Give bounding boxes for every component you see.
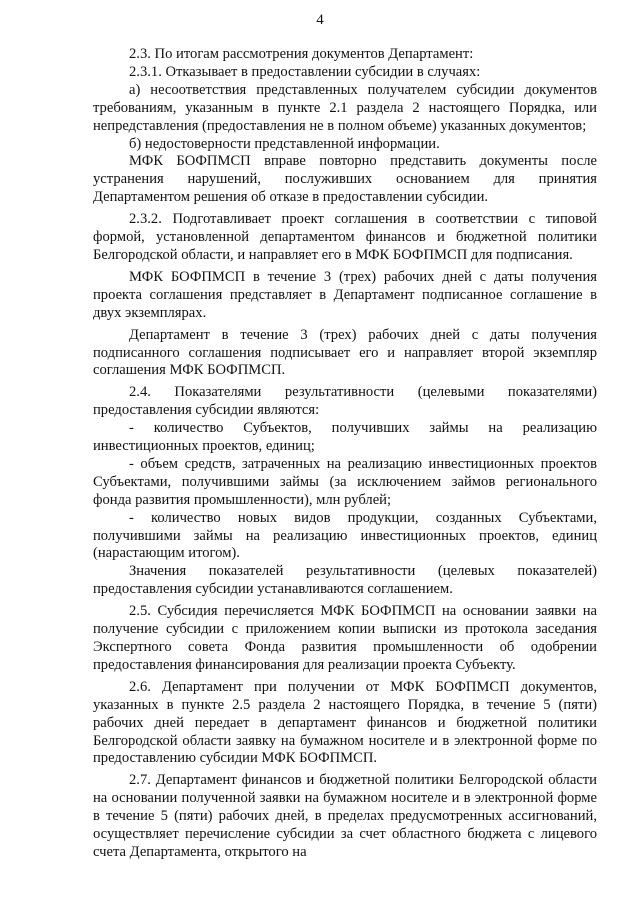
paragraph: 2.3.1. Отказывает в предоставлении субсидии в случаях:: [129, 63, 481, 80]
paragraph: б) недостоверности представленной информации.: [129, 135, 440, 152]
paragraph: Департамент в течение 3 (трех) рабочих дней с даты получения подписанного соглашения подписывает его и направляет второй экземпляр соглашения МФК БОФПМСП.: [93, 326, 597, 379]
paragraph: 2.3.2. Подготавливает проект соглашения в соответствии с типовой формой, установленной департаментом финансов и бюджетной политики Белгородской области, и направляет его в МФК БОФПМСП для подписания.: [93, 211, 597, 263]
paragraph: МФК БОФПМСП в течение 3 (трех) рабочих дней с даты получения проекта соглашения представляет в Департамент подписанное соглашение в двух экземплярах.: [93, 268, 597, 321]
paragraph: Значения показателей результативности (целевых показателей) предоставления субсидии устанавливаются соглашением.: [93, 563, 597, 598]
document-body: [93, 46, 597, 862]
paragraph: 2.5. Субсидия перечисляется МФК БОФПМСП на основании заявки на получение субсидии с приложением копии выписки из протокола заседания Экспертного совета Фонда развития промышленности об одобрении предоставления финансирования для реализации проекта Субъекту.: [93, 603, 597, 673]
paragraph: а) несоответствия представленных получателем субсидии документов требованиям, указанным в пункте 2.1 раздела 2 настоящего Порядка, или непредставления (предоставления не в полном объеме) указанных документов;: [93, 81, 597, 134]
page-number: 4: [316, 12, 324, 28]
paragraph: 2.3. По итогам рассмотрения документов Департамент:: [129, 46, 474, 62]
list-item: - объем средств, затраченных на реализацию инвестиционных проектов Субъектами, получившими займы (за исключением займов регионального фонда развития промышленности), млн рублей;: [93, 455, 597, 508]
paragraph: 2.4. Показателями результативности (целевыми показателями) предоставления субсидии являются:: [93, 384, 597, 419]
paragraph: МФК БОФПМСП вправе повторно представить документы после устранения нарушений, послуживших основанием для принятия Департаментом решения об отказе в предоставлении субсидии.: [93, 153, 597, 206]
paragraph: 2.7. Департамент финансов и бюджетной политики Белгородской области на основании полученной заявки на бумажном носителе и в электронной форме в течение 5 (пяти) рабочих дней, в пределах предусмотренных ассигнований, осуществляет перечисление субсидии за счет областного бюджета с лицевого счета Департамента, открытого на: [93, 772, 597, 860]
list-item: - количество Субъектов, получивших займы на реализацию инвестиционных проектов, единиц;: [93, 420, 597, 455]
paragraph: 2.6. Департамент при получении от МФК БОФПМСП документов, указанных в пункте 2.5 раздела 2 настоящего Порядка, в течение 5 (пяти) рабочих дней передает в департамент финансов и бюджетной политики Белгородской области заявку на бумажном носителе и в электронной форме по предоставлению субсидии МФК БОФПМСП.: [93, 678, 597, 767]
list-item: - количество новых видов продукции, созданных Субъектами, получившими займы на реализацию инвестиционных проектов, единиц (нарастающим итогом).: [93, 509, 597, 562]
